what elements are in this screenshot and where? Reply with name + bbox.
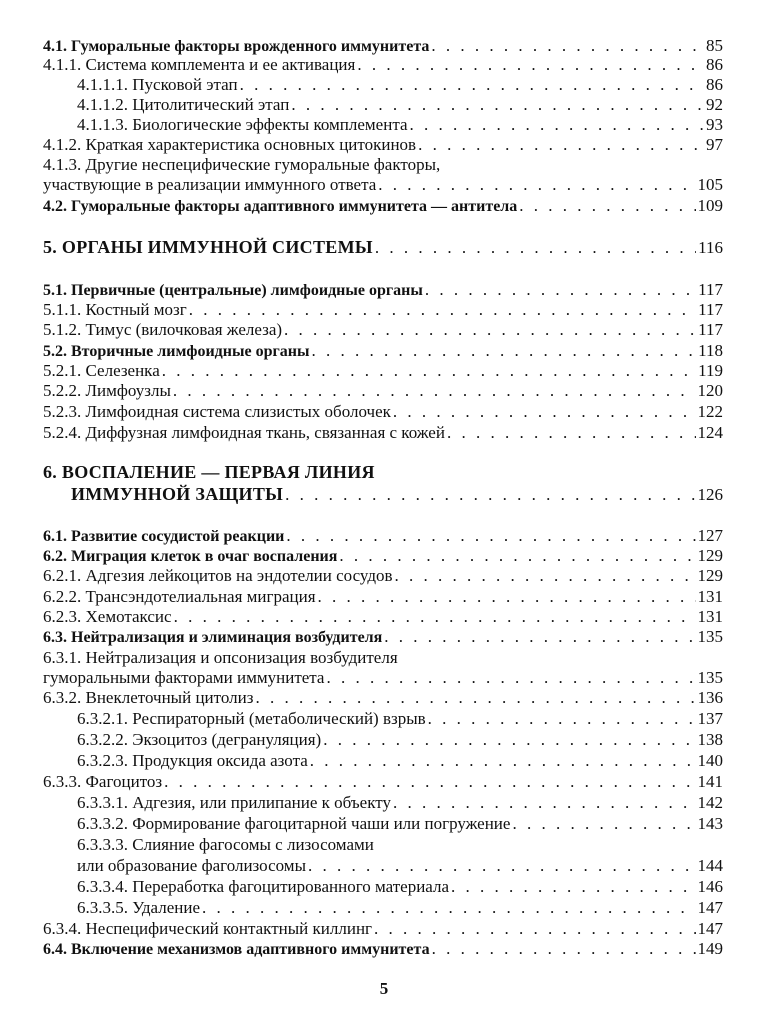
leader-dots [425, 280, 696, 300]
toc-chapter-heading [43, 237, 723, 258]
toc-entry-title: 6.2.1. Адгезия лейкоцитов на эндотелии сосудов [43, 566, 393, 585]
page-number: 5 [379, 979, 389, 998]
leader-dots [357, 55, 704, 75]
toc-entry-title: 6.3.2.3. Продукция оксида азота [77, 751, 308, 770]
toc-entry-title: 6.3. Нейтрализация и элиминация возбудителя [43, 629, 383, 646]
toc-entry-title: 4.1.1.3. Биологические эффекты комплемента [77, 115, 408, 134]
leader-dots [308, 856, 696, 876]
leader-dots [339, 546, 695, 566]
leader-dots [202, 898, 695, 918]
leader-dots [326, 668, 695, 688]
toc-entry [77, 814, 723, 834]
toc-entry [77, 793, 723, 813]
toc-entry-page: 149 [697, 939, 723, 958]
toc-entry-page: 117 [698, 320, 723, 339]
toc-entry-page: 97 [706, 135, 723, 154]
toc-entry [43, 381, 723, 401]
toc-entry [77, 730, 723, 750]
leader-dots [432, 939, 696, 959]
toc-entry-page: 118 [698, 341, 723, 360]
toc-chapter-heading [71, 484, 723, 505]
toc-entry-page: 86 [706, 55, 723, 74]
toc-entry [77, 75, 723, 95]
leader-dots [378, 175, 695, 195]
toc-entry [43, 280, 723, 301]
toc-entry [77, 709, 723, 729]
leader-dots [310, 751, 696, 771]
leader-dots [519, 196, 695, 216]
toc-entry-title: 6.2.3. Хемотаксис [43, 607, 172, 626]
toc-entry-page: 117 [698, 300, 723, 319]
leader-dots [393, 402, 696, 422]
toc-chapter-heading-first-line: 6. ВОСПАЛЕНИЕ — ПЕРВАЯ ЛИНИЯ [43, 462, 375, 482]
toc-entry [43, 566, 723, 586]
leader-dots [393, 793, 696, 813]
toc-entry-page: 135 [697, 668, 723, 687]
toc-entry-page: 141 [697, 772, 723, 791]
toc-entry-title: 6.3.2.2. Экзоцитоз (дегрануляция) [77, 730, 322, 749]
leader-dots [374, 919, 695, 939]
toc-entry [43, 772, 723, 792]
leader-dots [323, 730, 695, 750]
toc-entry [43, 526, 723, 547]
toc-entry-first-line: 6.3.3.3. Слияние фагосомы с лизосомами [77, 835, 374, 854]
toc-entry [43, 402, 723, 422]
toc-entry-title: 6.2. Миграция клеток в очаг воспаления [43, 548, 338, 565]
leader-dots [189, 300, 696, 320]
leader-dots [418, 135, 704, 155]
leader-dots [285, 485, 695, 505]
leader-dots [395, 566, 696, 586]
toc-entry-page: 117 [698, 280, 723, 299]
toc-entry [43, 546, 723, 567]
toc-entry [77, 751, 723, 771]
toc-entry-page: 119 [698, 361, 723, 380]
toc-entry-title: 6.1. Развитие сосудистой реакции [43, 528, 285, 545]
toc-entry-page: 105 [697, 175, 723, 194]
toc-entry [77, 95, 723, 115]
toc-entry-title: 4.1.1.2. Цитолитический этап [77, 95, 290, 114]
toc-entry-title: 4.1. Гуморальные факторы врожденного иммунитета [43, 38, 430, 55]
toc-entry [43, 196, 723, 217]
toc-entry-page: 124 [697, 423, 723, 442]
leader-dots [162, 361, 696, 381]
toc-entry-title: 5.2.4. Диффузная лимфоидная ткань, связанная с кожей [43, 423, 445, 442]
toc-entry-title: 4.1.1. Система комплемента и ее активация [43, 55, 356, 74]
toc-entry-first-line: 4.1.3. Другие неспецифические гуморальные факторы, [43, 155, 441, 174]
toc-entry-title: 4.1.1.1. Пусковой этап [77, 75, 238, 94]
toc-entry-title: 6.2.2. Трансэндотелиальная миграция [43, 587, 316, 606]
toc-entry [43, 919, 723, 939]
toc-entry-page: 144 [697, 856, 723, 875]
toc-entry [43, 36, 723, 57]
toc-entry [43, 423, 723, 443]
toc-entry-title: гуморальными факторами иммунитета [43, 668, 325, 687]
table-of-contents [43, 0, 723, 1024]
leader-dots [447, 423, 696, 443]
toc-entry-title: 6.3.3.2. Формирование фагоцитарной чаши или погружение [77, 814, 511, 833]
toc-entry-title: 6.3.3.1. Адгезия, или прилипание к объекту [77, 793, 391, 812]
toc-entry [43, 361, 723, 381]
leader-dots [173, 381, 696, 401]
toc-entry-page: 147 [697, 898, 723, 917]
toc-entry [43, 55, 723, 75]
toc-entry [43, 135, 723, 155]
toc-entry-page: 131 [697, 607, 723, 626]
toc-entry [77, 856, 723, 876]
leader-dots [318, 587, 696, 607]
toc-entry-page: 135 [697, 627, 723, 646]
toc-entry-page: 85 [706, 36, 723, 55]
toc-entry-title: 5.1.1. Костный мозг [43, 300, 187, 319]
toc-entry [43, 300, 723, 320]
leader-dots [375, 238, 696, 258]
toc-entry-page: 129 [697, 566, 723, 585]
toc-entry [43, 175, 723, 195]
toc-entry-title: 6.4. Включение механизмов адаптивного иммунитета [43, 941, 430, 958]
leader-dots [164, 772, 695, 792]
toc-entry-title: 5. ОРГАНЫ ИММУННОЙ СИСТЕМЫ [43, 237, 373, 257]
toc-entry [43, 607, 723, 627]
toc-entry-title: ИММУННОЙ ЗАЩИТЫ [71, 484, 284, 504]
leader-dots [291, 95, 704, 115]
toc-entry-page: 147 [697, 919, 723, 938]
toc-entry-page: 146 [697, 877, 723, 896]
toc-entry-page: 138 [697, 730, 723, 749]
toc-entry [77, 877, 723, 897]
toc-entry-page: 126 [697, 485, 723, 504]
leader-dots [431, 36, 704, 56]
toc-entry [43, 627, 723, 648]
toc-entry-page: 92 [706, 95, 723, 114]
toc-entry-page: 142 [697, 793, 723, 812]
toc-entry-page: 116 [698, 238, 723, 257]
toc-entry-title: 6.3.2.1. Респираторный (метаболический) взрыв [77, 709, 426, 728]
toc-entry-page: 120 [697, 381, 723, 400]
toc-entry-title: 4.1.2. Краткая характеристика основных цитокинов [43, 135, 417, 154]
toc-entry-title: 4.2. Гуморальные факторы адаптивного иммунитета — антитела [43, 198, 518, 215]
toc-entry-page: 143 [697, 814, 723, 833]
toc-entry-title: 6.3.3. Фагоцитоз [43, 772, 163, 791]
toc-entry-page: 131 [697, 587, 723, 606]
toc-entry-title: 5.2.2. Лимфоузлы [43, 381, 171, 400]
toc-entry-page: 127 [697, 526, 723, 545]
toc-entry-page: 86 [706, 75, 723, 94]
toc-entry [43, 341, 723, 362]
toc-entry-page: 109 [697, 196, 723, 215]
leader-dots [451, 877, 695, 897]
toc-entry-page: 137 [697, 709, 723, 728]
toc-entry-first-line: 6.3.1. Нейтрализация и опсонизация возбудителя [43, 648, 398, 667]
toc-entry-title: 6.3.3.5. Удаление [77, 898, 201, 917]
toc-entry-title: участвующие в реализации иммунного ответа [43, 175, 377, 194]
leader-dots [311, 341, 696, 361]
toc-entry-page: 129 [697, 546, 723, 565]
toc-entry [77, 898, 723, 918]
toc-entry-page: 136 [697, 688, 723, 707]
leader-dots [428, 709, 696, 729]
toc-entry-title: или образование фаголизосомы [77, 856, 306, 875]
toc-entry-title: 5.2.1. Селезенка [43, 361, 160, 380]
toc-entry [43, 939, 723, 960]
toc-entry-title: 5.2.3. Лимфоидная система слизистых оболочек [43, 402, 391, 421]
toc-entry-page: 122 [697, 402, 723, 421]
leader-dots [410, 115, 704, 135]
toc-entry-title: 5.1.2. Тимус (вилочковая железа) [43, 320, 283, 339]
toc-entry [43, 320, 723, 340]
toc-entry [43, 688, 723, 708]
toc-entry-title: 6.3.3.4. Переработка фагоцитированного материала [77, 877, 450, 896]
toc-entry-title: 6.3.2. Внеклеточный цитолиз [43, 688, 254, 707]
leader-dots [384, 627, 695, 647]
leader-dots [284, 320, 696, 340]
toc-entry-title: 5.1. Первичные (центральные) лимфоидные органы [43, 282, 423, 299]
toc-entry-title: 5.2. Вторичные лимфоидные органы [43, 343, 310, 360]
leader-dots [255, 688, 695, 708]
toc-entry [77, 115, 723, 135]
toc-entry [43, 668, 723, 688]
toc-entry-page: 93 [706, 115, 723, 134]
leader-dots [286, 526, 695, 546]
leader-dots [240, 75, 704, 95]
leader-dots [512, 814, 695, 834]
leader-dots [174, 607, 696, 627]
toc-entry-title: 6.3.4. Неспецифический контактный киллинг [43, 919, 373, 938]
toc-entry-page: 140 [697, 751, 723, 770]
toc-entry [43, 587, 723, 607]
